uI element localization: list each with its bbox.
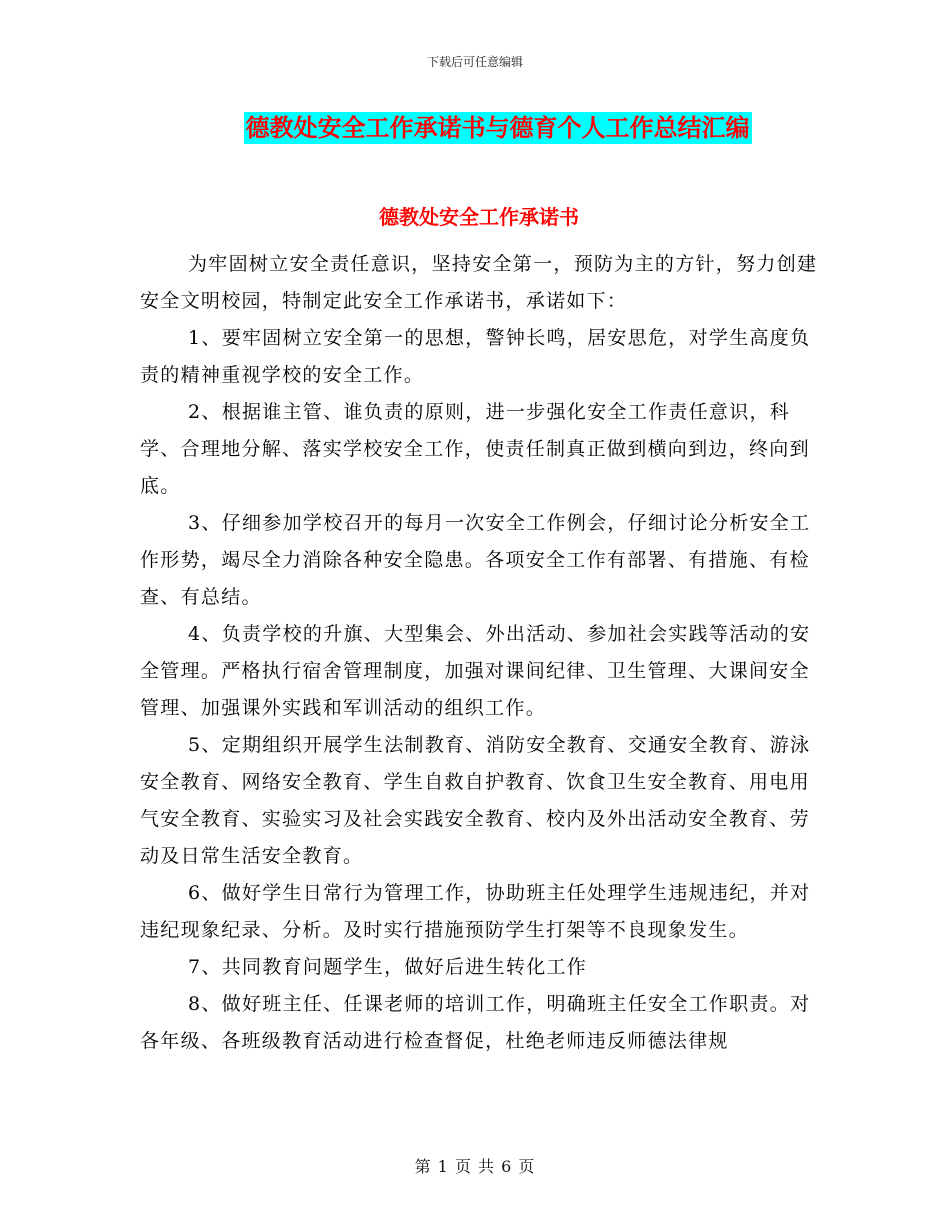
intro-paragraph: 为牢固树立安全责任意识，坚持安全第一，预防为主的方针，努力创建安全文明校园，特制定此安全工作承诺书，承诺如下： xyxy=(140,253,818,312)
page-footer: 第 1 页 共 6 页 xyxy=(414,1157,536,1176)
main-title-container xyxy=(0,112,950,144)
document-body xyxy=(140,246,820,1060)
commitment-item-1: 1、要牢固树立安全第一的思想，警钟长鸣，居安思危，对学生高度负责的精神重视学校的安全工作。 xyxy=(140,327,811,386)
commitment-item-8: 8、做好班主任、任课老师的培训工作，明确班主任安全工作职责。对各年级、各班级教育活动进行检查督促，杜绝老师违反师德法律规 xyxy=(140,993,811,1052)
main-title: 德教处安全工作承诺书与德育个人工作总结汇编 xyxy=(245,114,750,142)
commitment-item-3: 3、仔细参加学校召开的每月一次安全工作例会，仔细讨论分析安全工作形势，竭尽全力消除各种安全隐患。各项安全工作有部署、有措施、有检查、有总结。 xyxy=(140,512,811,608)
commitment-item-6: 6、做好学生日常行为管理工作，协助班主任处理学生违规违纪，并对违纪现象纪录、分析。及时实行措施预防学生打架等不良现象发生。 xyxy=(140,882,811,941)
commitment-item-5: 5、定期组织开展学生法制教育、消防安全教育、交通安全教育、游泳安全教育、网络安全教育、学生自救自护教育、饮食卫生安全教育、用电用气安全教育、实验实习及社会实践安全教育、校内及外出活动安全教育、劳动及日常生活安全教育。 xyxy=(140,734,811,867)
section-title: 德教处安全工作承诺书 xyxy=(379,205,579,229)
header-note: 下载后可任意编辑 xyxy=(426,55,523,69)
commitment-item-2: 2、根据谁主管、谁负责的原则，进一步强化安全工作责任意识，科学、合理地分解、落实学校安全工作，使责任制真正做到横向到边，终向到底。 xyxy=(140,401,810,497)
commitment-item-4: 4、负责学校的升旗、大型集会、外出活动、参加社会实践等活动的安全管理。严格执行宿舍管理制度，加强对课间纪律、卫生管理、大课间安全管理、加强课外实践和军训活动的组织工作。 xyxy=(140,623,811,719)
commitment-item-7: 7、共同教育问题学生，做好后进生转化工作 xyxy=(188,956,588,978)
